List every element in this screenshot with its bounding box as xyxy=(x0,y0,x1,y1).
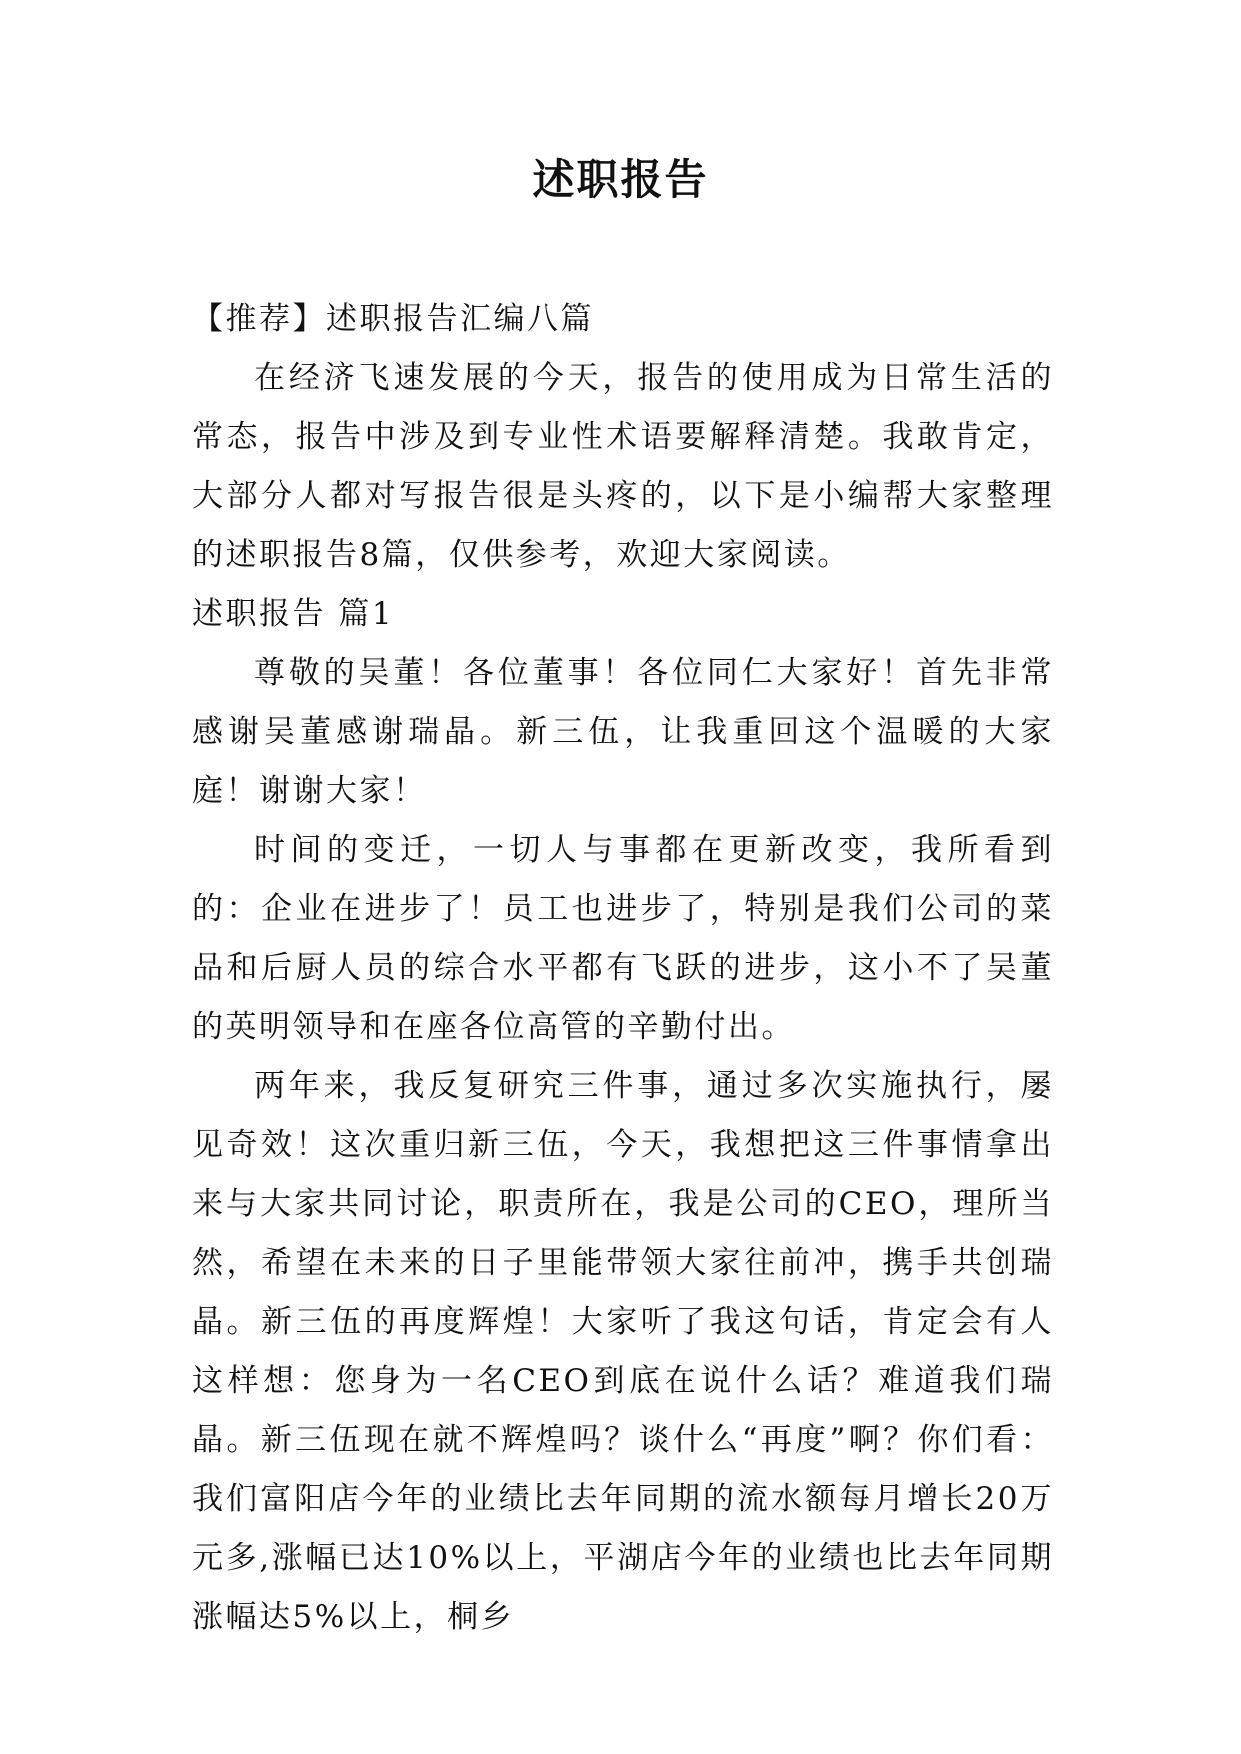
body-paragraph-3: 两年来，我反复研究三件事，通过多次实施执行，屡见奇效！这次重归新三伍，今天，我想把这三件事情拿出来与大家共同讨论，职责所在，我是公司的CEO，理所当然，希望在未来的日子里能带领大家往前冲，携手共创瑞晶。新三伍的再度辉煌！大家听了我这句话，肯定会有人这样想：您身为一名CEO到底在说什么话？难道我们瑞晶。新三伍现在就不辉煌吗？谈什么“再度”啊？你们看：我们富阳店今年的业绩比去年同期的流水额每月增长20万元多,涨幅已达10%以上，平湖店今年的业绩也比去年同期涨幅达5%以上，桐乡 xyxy=(192,1068,1054,1635)
document-body xyxy=(192,290,1054,1647)
section-heading: 述职报告 篇1 xyxy=(192,596,395,632)
body-paragraph-2: 时间的变迁，一切人与事都在更新改变，我所看到的：企业在进步了！员工也进步了，特别是我们公司的菜品和后厨人员的综合水平都有飞跃的进步，这小不了吴董的英明领导和在座各位高管的辛勤付出。 xyxy=(192,832,1054,1045)
page-title: 述职报告 xyxy=(532,155,709,204)
document-subtitle: 【推荐】述职报告汇编八篇 xyxy=(192,301,594,337)
intro-paragraph: 在经济飞速发展的今天，报告的使用成为日常生活的常态，报告中涉及到专业性术语要解释清楚。我敢肯定，大部分人都对写报告很是头疼的，以下是小编帮大家整理的述职报告8篇，仅供参考，欢迎大家阅读。 xyxy=(192,360,1054,573)
body-paragraph-1: 尊敬的吴董！各位董事！各位同仁大家好！首先非常感谢吴董感谢瑞晶。新三伍，让我重回这个温暖的大家庭！谢谢大家！ xyxy=(192,655,1054,809)
